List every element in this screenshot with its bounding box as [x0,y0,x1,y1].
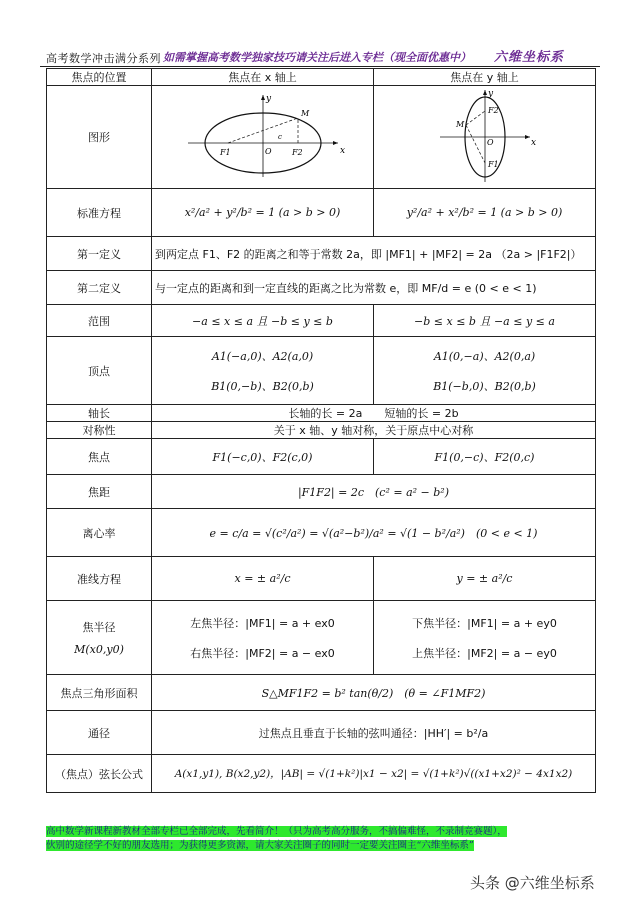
focal-triangle-text: S△MF1F2 = b² tan(θ/2) (θ = ∠F1MF2) [152,675,596,711]
row-label-latus: 通径 [47,711,152,755]
standard-row [47,189,596,237]
focal-dist-row [47,475,596,509]
directrix-row [47,557,596,601]
vertex-y-a: A1(0,−a)、A2(0,a) [433,349,536,363]
x-axis-arrow [333,141,338,145]
row-label-focal-radius-cell [47,601,152,675]
range-row [47,305,596,337]
header-divider [40,66,600,67]
axis-len-text: 长轴的长 = 2a 短轴的长 = 2b [152,405,596,422]
x-axis-label: x [530,137,536,148]
series-title: 高考数学冲击满分系列 [46,52,161,65]
point-m-label: M [300,108,309,118]
row-label-symmetry: 对称性 [47,422,152,439]
focal-radius-right: 右焦半径：|MF2| = a − ex0 [190,646,335,660]
col-header-position: 焦点的位置 [47,69,152,86]
vertex-x-b: B1(0,−b)、B2(0,b) [211,379,314,393]
row-label-focal-dist: 焦距 [47,475,152,509]
footer-promo [46,825,576,853]
focal-radius-point: M(x0,y0) [74,643,124,656]
symmetry-text: 关于 x 轴、y 轴对称，关于原点中心对称 [152,422,596,439]
focal-dist-text: |F1F2| = 2c (c² = a² − b²) [152,475,596,509]
footer-line-2[interactable]: 伙别的途径学不好的朋友选用；为获得更多资源，请大家关注圈子的同时一定要关注圈主“六维坐标系” [46,840,474,851]
focus-f1-label: F1 [219,147,231,157]
standard-eq-y: y²/a² + x²/b² = 1 (a > b > 0) [374,189,596,237]
vertex-x-cell [152,337,374,405]
range-x: −a ≤ x ≤ a 且 −b ≤ y ≤ b [152,305,374,337]
row-label-vertex: 顶点 [47,337,152,405]
x-axis-label: x [339,145,345,156]
directrix-x: x = ± a²/c [152,557,374,601]
row-label-focus: 焦点 [47,439,152,475]
focal-triangle-row [47,675,596,711]
eccentricity-row [47,509,596,557]
row-label-graph: 图形 [47,86,152,189]
row-label-chord: （焦点）弦长公式 [47,755,152,793]
vertex-row [47,337,596,405]
focus-row [47,439,596,475]
focus-f1-label: F1 [487,159,499,169]
symmetry-row [47,422,596,439]
focal-radius-y-cell [374,601,596,675]
ellipse-x-graph [178,91,348,181]
latus-text: 过焦点且垂直于长轴的弦叫通径：|HH′| = b²/a [152,711,596,755]
axis-len-row [47,405,596,422]
y-axis-arrow [483,90,487,95]
c-label: c [277,132,282,141]
focal-radius-x-cell [152,601,374,675]
focus-y: F1(0,−c)、F2(0,c) [374,439,596,475]
origin-label: O [264,146,272,156]
first-def-row [47,237,596,271]
graph-row [47,86,596,189]
x-axis-arrow [525,135,530,139]
first-def-text: 到两定点 F1、F2 的距离之和等于常数 2a，即 |MF1| + |MF2| = 2a （2a > |F1F2|） [152,237,596,271]
graph-x-cell [152,86,374,189]
focus-f2-label: F2 [291,147,303,157]
toutiao-watermark: 头条 @六维坐标系 [470,874,595,892]
y-axis-label: y [265,93,271,104]
y-axis-arrow [261,95,265,100]
point-m-label: M [455,119,464,129]
footer-line-1[interactable]: 高中数学新课程新教材全部专栏已全部完成，先看简介！（只为高考高分服务，不搞偏难怪，不录制竞赛题）， [46,826,507,837]
row-label-standard: 标准方程 [47,189,152,237]
focus-x: F1(−c,0)、F2(c,0) [152,439,374,475]
promo-banner[interactable]: 如需掌握高考数学独家技巧请关注后进入专栏（现全面优惠中） [163,51,471,64]
focal-radius-left: 左焦半径：|MF1| = a + ex0 [190,616,335,630]
y-axis-label: y [487,88,493,99]
focal-line-2 [466,125,485,163]
header-row [47,69,596,86]
row-label-range: 范围 [47,305,152,337]
row-label-first-def: 第一定义 [47,237,152,271]
vertex-x-a: A1(−a,0)、A2(a,0) [211,349,314,363]
col-header-x: 焦点在 x 轴上 [152,69,374,86]
row-label-directrix: 准线方程 [47,557,152,601]
row-label-eccentricity: 离心率 [47,509,152,557]
chord-row [47,755,596,793]
row-label-second-def: 第二定义 [47,271,152,305]
eccentricity-text: e = c/a = √(c²/a²) = √(a²−b²)/a² = √(1 − b²/a²) (0 < e < 1) [152,509,596,557]
latus-row [47,711,596,755]
ellipse-properties-table [46,68,596,793]
vertex-y-cell [374,337,596,405]
brand-logo-text: 六维坐标系 [494,50,565,65]
second-def-text: 与一定点的距离和到一定直线的距离之比为常数 e，即 MF/d = e (0 < e < 1) [152,271,596,305]
focal-radius-up: 上焦半径：|MF2| = a − ey0 [412,646,557,660]
vertex-y-b: B1(−b,0)、B2(0,b) [433,379,536,393]
origin-label: O [486,137,494,147]
col-header-y: 焦点在 y 轴上 [374,69,596,86]
row-label-focal-radius: 焦半径 [82,621,116,634]
row-label-axis-len: 轴长 [47,405,152,422]
row-label-focal-triangle: 焦点三角形面积 [47,675,152,711]
range-y: −b ≤ x ≤ b 且 −a ≤ y ≤ a [374,305,596,337]
standard-eq-x: x²/a² + y²/b² = 1 (a > b > 0) [152,189,374,237]
chord-text: A(x1,y1), B(x2,y2)，|AB| = √(1+k²)|x1 − x2| = √(1+k²)√((x1+x2)² − 4x1x2) [152,755,596,793]
graph-y-cell [374,86,596,189]
second-def-row [47,271,596,305]
page-header [40,44,600,68]
focal-radius-row [47,601,596,675]
focus-f2-label: F2 [487,105,499,115]
focal-radius-down: 下焦半径：|MF1| = a + ey0 [412,616,557,630]
directrix-y: y = ± a²/c [374,557,596,601]
ellipse-y-graph [430,87,540,185]
